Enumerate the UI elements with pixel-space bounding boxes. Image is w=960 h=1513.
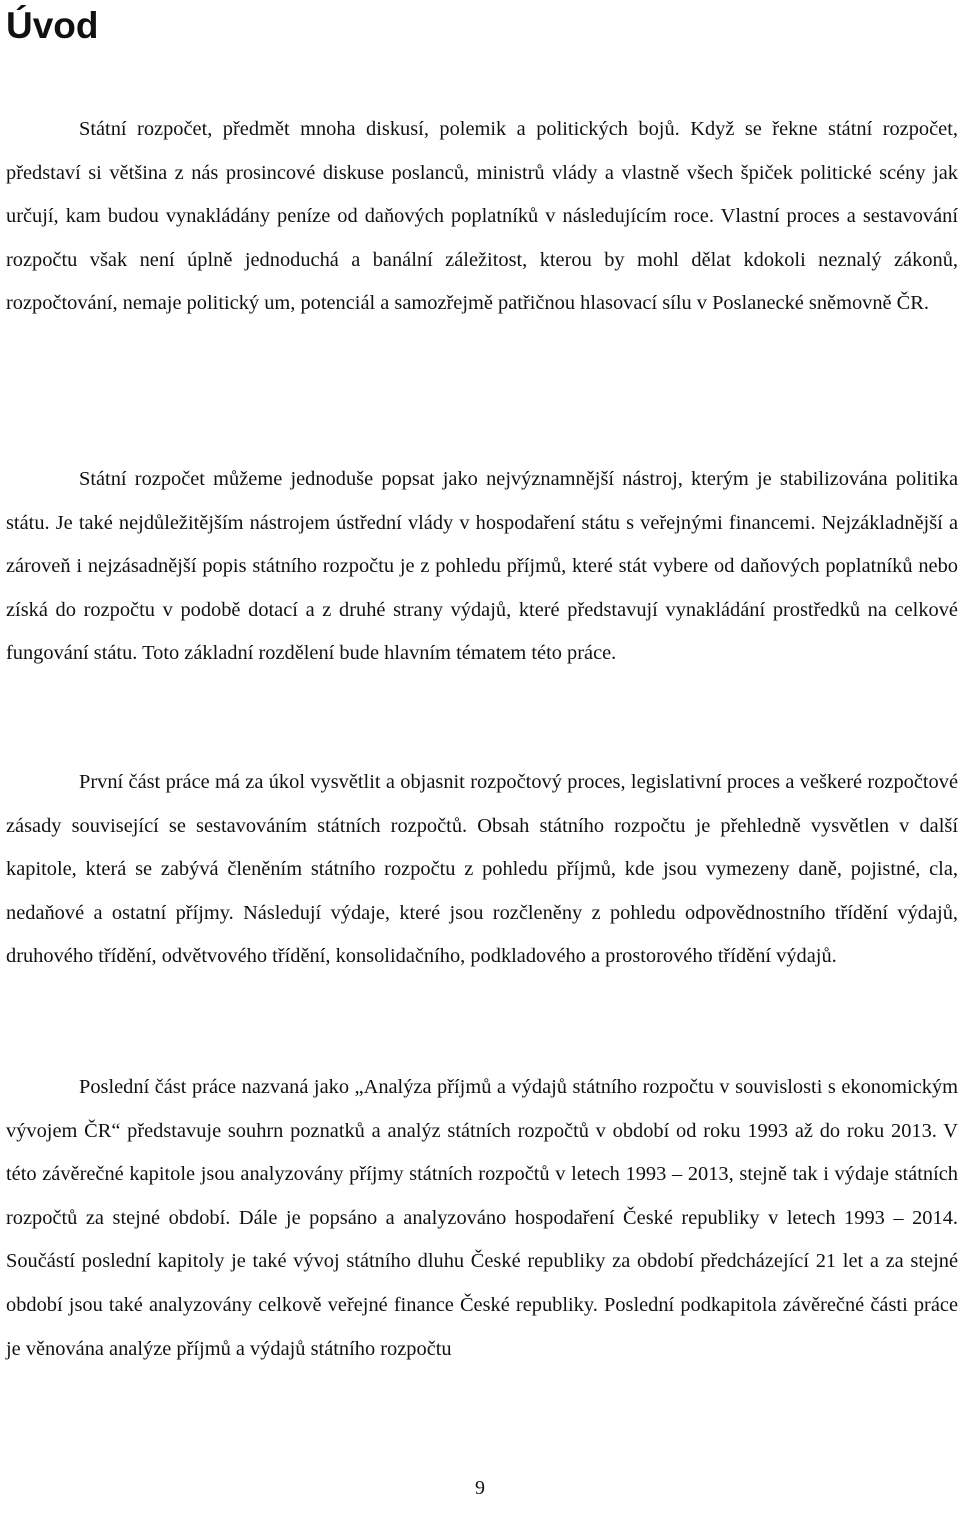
page-number: 9 [475, 1477, 485, 1499]
paragraph-definition: Státní rozpočet můžeme jednoduše popsat jako nejvýznamnější nástroj, kterým je stabilizována politika státu. Je také nejdůležitějším nástrojem ústřední vlády v hospodaření státu s veřejnými financemi. Nejzákladnější a zároveň i nejzásadnější popis státního rozpočtu je z pohledu příjmů, které stát vybere od daňových poplatníků nebo získá do rozpočtu v podobě dotací a z druhé strany výdajů, které představují vynakládání prostředků na celkové fungování státu. Toto základní rozdělení bude hlavním tématem této práce. [6, 468, 958, 665]
paragraph-first-part: První část práce má za úkol vysvětlit a objasnit rozpočtový proces, legislativní proces a veškeré rozpočtové zásady související se sestavováním státních rozpočtů. Obsah státního rozpočtu je přehledně vysvětlen v další kapitole, která se zabývá členěním státního rozpočtu z pohledu příjmů, kde jsou vymezeny daně, pojistné, cla, nedaňové a ostatní příjmy. Následují výdaje, které jsou rozčleněny z pohledu odpovědnostního třídění výdajů, druhového třídění, odvětvového třídění, konsolidačního, podkladového a prostorového třídění výdajů. [6, 771, 958, 968]
page-title: Úvod [6, 5, 99, 46]
paragraph-intro: Státní rozpočet, předmět mnoha diskusí, polemik a politických bojů. Když se řekne státní rozpočet, představí si většina z nás prosincové diskuse poslanců, ministrů vlády a vlastně všech špiček politické scény jak určují, kam budou vynakládány peníze od daňových poplatníků v následujícím roce. Vlastní proces a sestavování rozpočtu však není úplně jednoduchá a banální záležitost, kterou by mohl dělat kdokoli neznalý zákonů, rozpočtování, nemaje politický um, potenciál a samozřejmě patřičnou hlasovací sílu v Poslanecké sněmovně ČR. [6, 118, 958, 315]
paragraph-last-part: Poslední část práce nazvaná jako „Analýza příjmů a výdajů státního rozpočtu v souvislosti s ekonomickým vývojem ČR“ představuje souhrn poznatků a analýz státních rozpočtů v období od roku 1993 až do roku 2013. V této závěrečné kapitole jsou analyzovány příjmy státních rozpočtů v letech 1993 – 2013, stejně tak i výdaje státních rozpočtů za stejné období. Dále je popsáno a analyzováno hospodaření České republiky v letech 1993 – 2014. Součástí poslední kapitoly je také vývoj státního dluhu České republiky za období předcházející 21 let a za stejné období jsou také analyzovány celkově veřejné finance České republiky. Poslední podkapitola závěrečné části práce je věnována analýze příjmů a výdajů státního rozpočtu [6, 1076, 958, 1360]
